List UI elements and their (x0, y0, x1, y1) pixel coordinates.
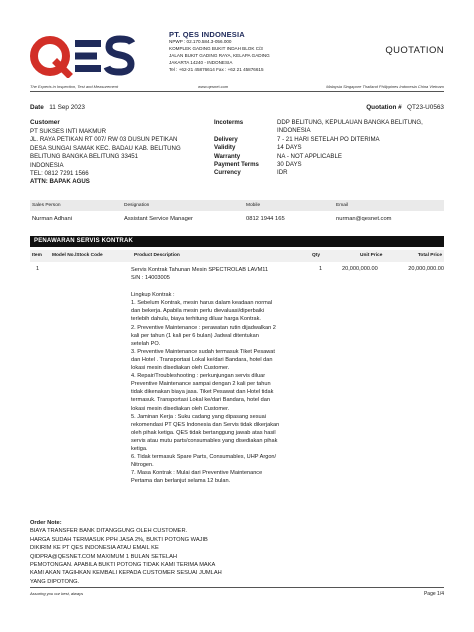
header-model: Model No./Stock Code (52, 253, 103, 258)
sales-header-designation: Designation (124, 203, 150, 208)
order-note-line: HARGA SUDAH TERMASUK PPH JASA 2%, BUKTI POTONG WAJIB (30, 536, 208, 543)
page-number: Page 1/4 (423, 591, 444, 597)
quotation-number (366, 104, 444, 111)
term-warranty (214, 153, 444, 161)
item-description (131, 266, 309, 485)
term-validity (214, 144, 444, 152)
item-desc-line: rekomendasi PT QES Indonesia dan Servis tidak dikerjakan (131, 421, 280, 428)
quotation-label: Quotation # (366, 104, 402, 111)
sales-table-row (30, 213, 444, 224)
customer-address-line: DESA SUNGAI SAMAK KEC. BADAU KAB. BELITUNG (30, 144, 181, 152)
customer-country: INDONESIA (30, 161, 64, 169)
item-desc-line: Nitrogen. (131, 462, 154, 469)
item-desc-line: oleh pihak ketiga. QES tidak bertanggung jawab atas hasil (131, 429, 276, 436)
header-description: Product Description (134, 253, 180, 258)
sales-header-email: Email (336, 203, 348, 208)
item-desc-line: 2. Preventive Maintenance : perawatan rutin dijadwalkan 2 (131, 324, 276, 331)
item-desc-line: servis atau mutu parts/consumables yang disediakan pihak (131, 437, 278, 444)
quotation-value: QT23-U0563 (407, 104, 444, 111)
header-qty: Qty (312, 253, 320, 258)
item-desc-line: Pertama dan berlanjut selama 12 bulan. (131, 478, 231, 485)
item-desc-line: ketiga. (131, 445, 148, 452)
item-number: 1 (36, 266, 40, 272)
customer-attn: ATTN: BAPAK AGUS (30, 178, 90, 186)
term-value: DDP BELITUNG, KEPULAUAN BANGKA BELITUNG, INDONESIA (277, 119, 423, 135)
customer-address-line: BELITUNG BANGKA BELITUNG 33451 (30, 153, 139, 161)
term-incoterms (214, 119, 444, 136)
item-desc-line: Lingkup Kontrak : (131, 292, 175, 299)
country-list: Malaysia Singapore Thailand Philippines Indonesia China Vietnam (326, 84, 444, 89)
document-type: QUOTATION (385, 45, 444, 56)
company-phone: Tel : +62-21 45876614 Fax : +62 21 45876615 (169, 66, 264, 72)
company-address-2: JALAN BUKIT GADING RAYA, KELAPA GADING (169, 52, 270, 58)
item-desc-line: dan bekerja. Apabila mesin perlu dievaluasi/diperbaiki (131, 308, 265, 315)
company-block (169, 30, 349, 74)
item-desc-line: tidak dikenakan biaya jasa. Tiket Pesawat dan Hotel tidak (131, 389, 274, 396)
item-qty: 1 (319, 266, 323, 272)
sales-person-email[interactable]: nurman@qesnet.com (336, 216, 392, 222)
order-note-line: BIAYA TRANSFER BANK DITANGGUNG OLEH CUSTOMER. (30, 528, 188, 535)
term-currency (214, 169, 444, 177)
section-title: PENAWARAN SERVIS KONTRAK (30, 236, 444, 247)
page-footer (30, 587, 444, 597)
item-desc-line: S/N : 14003005 (131, 275, 170, 282)
item-desc-line: lokasi mesin disediakan oleh Customer. (131, 405, 230, 412)
term-value: NA - NOT APPLICABLE (277, 152, 342, 160)
company-address-1: KOMPLEK GADING BUKIT INDAH BLOK C/3 (169, 45, 263, 51)
header-total-price: Total Price (417, 253, 442, 258)
term-key: Delivery (214, 135, 238, 143)
term-key: Incoterms (214, 119, 244, 126)
item-desc-line: termasuk. Transportasi Lokal ke/dari Bandara, hotel dan (131, 397, 270, 404)
item-desc-line: Preventive Maintenance sampai dengan 2 kali per tahun (131, 381, 271, 388)
sales-header-person: Sales Person (32, 203, 61, 208)
item-table-header (30, 250, 444, 262)
customer-label: Customer (30, 119, 60, 126)
term-key: Payment Terms (214, 161, 259, 169)
header-item: Item (32, 253, 42, 258)
terms-block (214, 119, 444, 178)
order-note-line: DIKIRIM KE PT QES INDONESIA ATAU EMAIL KE (30, 545, 159, 552)
website-link[interactable]: www.qesnet.com (198, 84, 229, 89)
company-address-3: JAKARTA 14240 - INDONESIA (169, 59, 233, 65)
customer-address-line: JL. RAYA PETIKAN RT 007/ RW 03 DUSUN PETIKAN (30, 136, 178, 144)
company-name: PT. QES INDONESIA (169, 30, 245, 39)
item-desc-line: 1. Sebelum Kontrak, mesin harus dalam keadaan normal (131, 300, 273, 307)
date-value: 11 Sep 2023 (49, 104, 85, 111)
item-unit-price: 20,000,000.00 (342, 266, 378, 272)
term-value: 7 - 21 HARI SETELAH PO DITERIMA (277, 135, 380, 143)
header-unit-price: Unit Price (360, 253, 383, 258)
order-note (30, 519, 260, 586)
sales-table-header (30, 200, 444, 211)
item-desc-line: dan Hotel . Transportasi Lokal ke/dari Bandara, hotel dan (131, 356, 273, 363)
company-npwp: NPWP : 02.170.584.3-056.000 (169, 39, 232, 44)
term-key: Warranty (214, 152, 241, 160)
order-note-line: KAMI AKAN TAGIHKAN KEMBALI KEPADA CUSTOMER SESUAI JUMLAH (30, 570, 222, 577)
customer-phone: TEL: 0812 7291 1566 (30, 170, 89, 178)
date-quotation-row (30, 104, 444, 111)
term-payment (214, 161, 444, 169)
sales-person-mobile: 0812 1944 165 (246, 216, 285, 222)
customer-address (30, 128, 210, 187)
order-note-label: Order Note: (30, 520, 62, 526)
order-note-line: YANG DIPOTONG. (30, 578, 80, 585)
sales-person-designation: Assistant Service Manager (124, 216, 193, 222)
tagline-band (30, 84, 444, 92)
term-key: Validity (214, 144, 236, 152)
item-desc-line: kali per tahun (1 kali per 6 bulan) Jadwal ditentukan (131, 332, 259, 339)
order-note-line: QIDPRA@QESNET.COM MAXIMUM 1 BULAN SETELAH (30, 553, 178, 560)
term-value: 14 DAYS (277, 144, 302, 152)
tagline: The Experts in Inspection, Test and Measurement (30, 84, 119, 89)
item-desc-line: 5. Jaminan Kerja : Suku cadang yang dipasang sesuai (131, 413, 266, 420)
item-desc-line: setelah PO. (131, 340, 161, 347)
footer-slogan: Assuring you our best, always (30, 591, 84, 596)
item-desc-line: Servis Kontrak Tahunan Mesin SPECTROLAB LAVM11 (131, 267, 269, 273)
item-desc-line: 6. Tidak termasuk Spare Parts, Consumables, UHP Argon/ (131, 454, 277, 461)
item-desc-line: lokasi mesin disediakan oleh Customer. (131, 365, 230, 372)
customer-name: PT SUKSES INTI MAKMUR (30, 128, 107, 135)
qes-logo (30, 34, 138, 78)
order-note-line: PEMOTONGAN. APABILA BUKTI POTONG TIDAK KAMI TERIMA MAKA (30, 562, 216, 569)
item-desc-line: 3. Preventive Maintenance sudah termasuk Tiket Pesawat (131, 348, 275, 355)
item-desc-line: terlebih dahulu, biaya terhitung diluar harga Kontrak. (131, 316, 261, 323)
date-label: Date (30, 104, 44, 111)
term-value: 30 DAYS (277, 161, 302, 169)
item-desc-line: 7. Masa Kontrak : Mulai dari Preventive Maintenance (131, 470, 263, 477)
sales-person-name: Nurman Adhani (32, 216, 72, 222)
header-divider (30, 91, 444, 92)
sales-header-mobile: Mobile (246, 203, 261, 208)
item-total-price: 20,000,000.00 (408, 266, 444, 272)
term-value: IDR (277, 169, 288, 177)
term-key: Currency (214, 169, 241, 177)
term-delivery (214, 136, 444, 144)
item-desc-line: 4. Repair/Troubleshooting : perkunjungan servis diluar (131, 373, 266, 380)
